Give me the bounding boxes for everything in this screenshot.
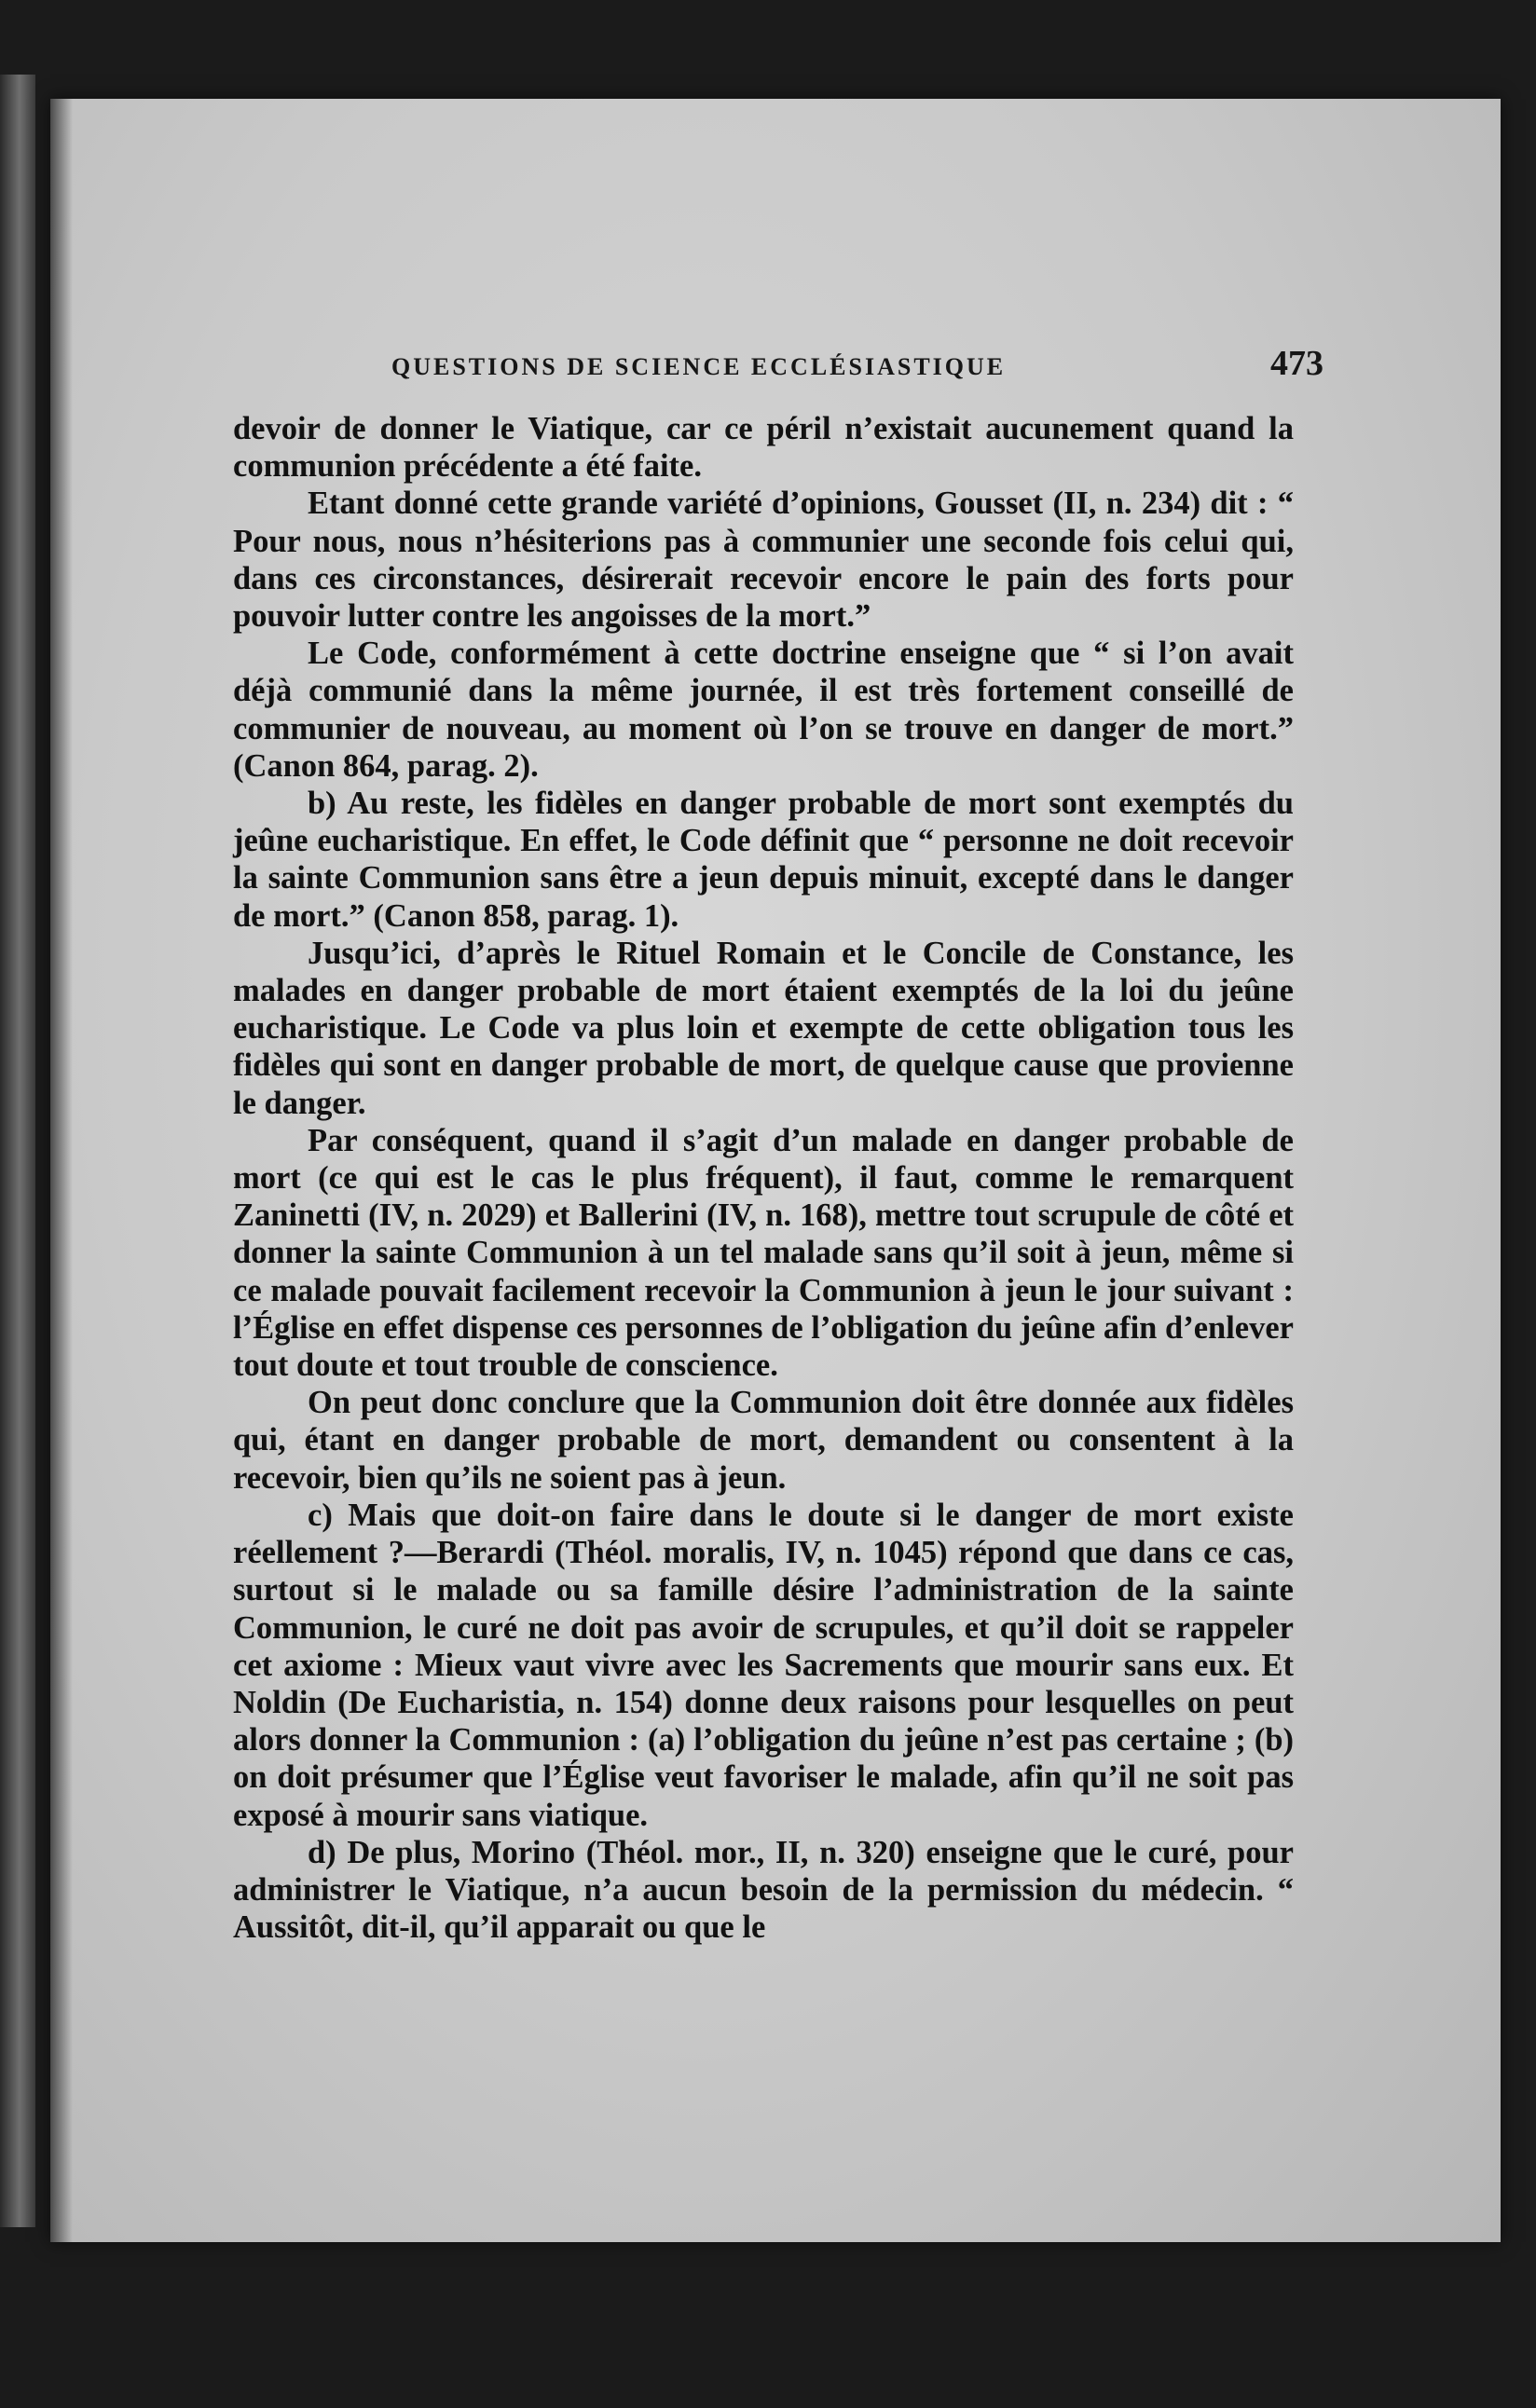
paragraph: devoir de donner le Viatique, car ce péril n’existait aucunement quand la communion précédente a été faite. [233,411,1294,485]
paragraph: On peut donc conclure que la Communion doit être donnée aux fidèles qui, étant en danger probable de mort, demandent ou consentent à la recevoir, bien qu’ils ne soient pas à jeun. [233,1385,1294,1496]
paragraph: c) Mais que doit-on faire dans le doute si le danger de mort existe réellement ?—Berardi (Théol. moralis, IV, n. 1045) répond que dans ce cas, surtout si le malade ou sa famille désire l’administration de la sainte Communion, le curé ne doit pas avoir de scrupules, et qu’il doit se rappeler cet axiome : Mieux vaut vivre avec les Sacrements que mourir sans eux. Et Noldin (De Eucharistia, n. 154) donne deux raisons pour lesquelles on peut alors donner la Communion : (a) l’obligation du jeûne n’est pas certaine ; (b) on doit présumer que l’Église veut favoriser le malade, afin qu’il ne soit pas exposé à mourir sans viatique. [233,1497,1294,1833]
paragraph: b) Au reste, les fidèles en danger probable de mort sont exemptés du jeûne eucharistique. En effet, le Code définit que “ personne ne doit recevoir la sainte Communion sans être a jeun depuis minuit, excepté dans le danger de mort.” (Canon 858, parag. 1). [233,786,1294,934]
paragraph: Le Code, conformément à cette doctrine enseigne que “ si l’on avait déjà communié dans la même journée, il est très fortement conseillé de communier de nouveau, au moment où l’on se trouve en danger de mort.” (Canon 864, parag. 2). [233,636,1294,784]
paragraph: Etant donné cette grande variété d’opinions, Gousset (II, n. 234) dit : “ Pour nous, nous n’hésiterions pas à communier une seconde fois celui qui, dans ces circonstances, désirerait recevoir encore le pain des forts pour pouvoir lutter contre les angoisses de la mort.” [233,486,1294,635]
paragraph: Par conséquent, quand il s’agit d’un malade en danger probable de mort (ce qui est le cas le plus fréquent), il faut, comme le remarquent Zaninetti (IV, n. 2029) et Ballerini (IV, n. 168), mettre tout scrupule de côté et donner la sainte Communion à un tel malade sans qu’il soit à jeun, même si ce malade pouvait facilement recevoir la Communion à jeun le jour suivant : l’Église en effet dispense ces personnes de l’obligation du jeûne afin d’enlever tout doute et tout trouble de conscience. [233,1122,1294,1384]
body-text [233,410,1294,1946]
page-number: 473 [1270,344,1323,383]
adjacent-page-edge [0,75,35,2227]
page-header [391,343,1323,384]
running-head: QUESTIONS DE SCIENCE ECCLÉSIASTIQUE [391,353,1007,380]
paragraph: Jusqu’ici, d’après le Rituel Romain et le Concile de Constance, les malades en danger probable de mort étaient exemptés de la loi du jeûne eucharistique. Le Code va plus loin et exempte de cette obligation tous les fidèles qui sont en danger probable de mort, de quelque cause que provienne le danger. [233,935,1294,1121]
paragraph: d) De plus, Morino (Théol. mor., II, n. 320) enseigne que le curé, pour administrer le Viatique, n’a aucun besoin de la permission du médecin. “ Aussitôt, dit-il, qu’il apparait ou que le [233,1834,1294,1946]
